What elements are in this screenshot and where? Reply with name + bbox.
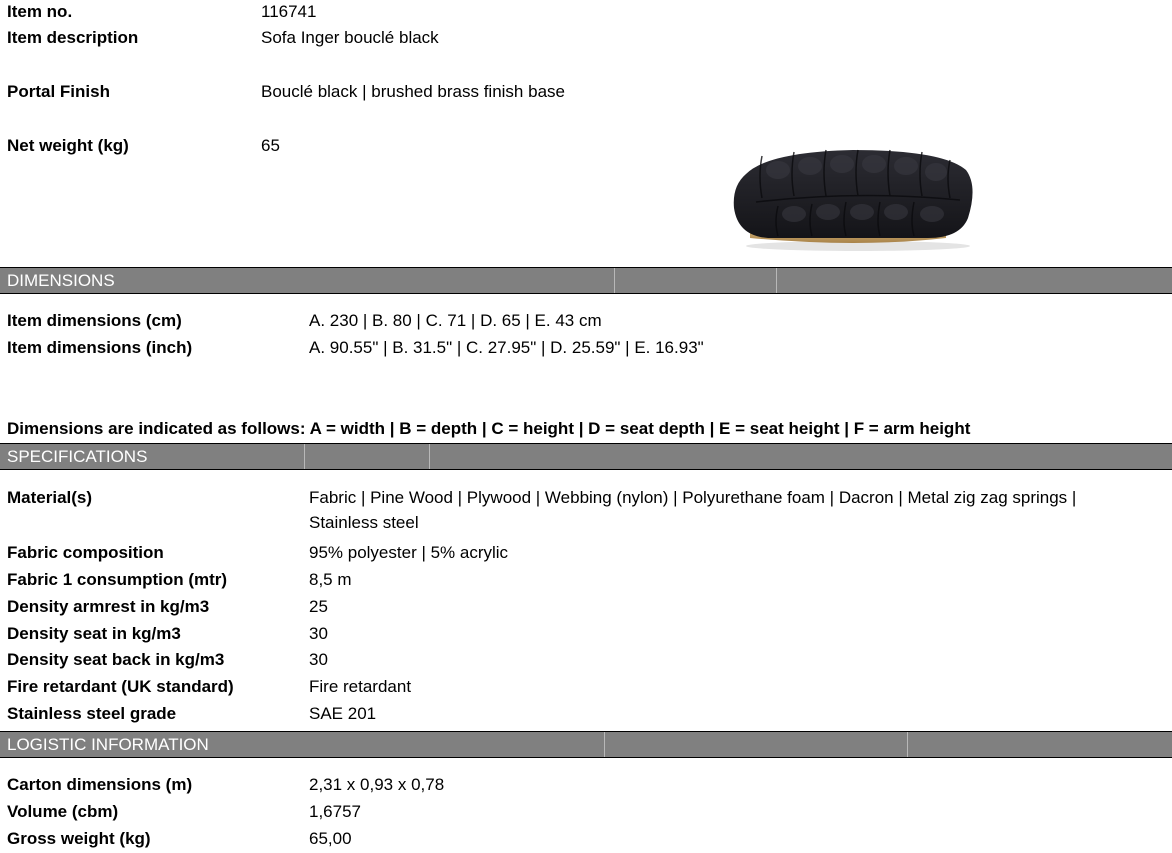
dimension-row-value: A. 230 | B. 80 | C. 71 | D. 65 | E. 43 cm [309, 311, 602, 330]
column-divider [429, 444, 430, 469]
logistics-row-label: Volume (cbm) [7, 802, 119, 821]
spec-row-value: 8,5 m [309, 570, 352, 589]
spec-row-value: 95% polyester | 5% acrylic [309, 543, 509, 562]
column-divider [604, 732, 605, 757]
logistics-section-header [0, 731, 1172, 758]
dimension-row-label: Item dimensions (cm) [7, 311, 182, 330]
logistics-row-label: Gross weight (kg) [7, 829, 151, 848]
column-divider [907, 732, 908, 757]
logistics-row-value: 65,00 [309, 829, 352, 848]
logistics-row-value: 1,6757 [309, 802, 361, 821]
dimensions-legend-note: Dimensions are indicated as follows: A = width | B = depth | C = height | D = seat depth | E = seat height | F = arm height [7, 419, 971, 438]
dimensions-section-title: DIMENSIONS [7, 271, 115, 290]
spec-row-value: 30 [309, 624, 328, 643]
logistics-section-title: LOGISTIC INFORMATION [7, 735, 209, 754]
materials-label: Material(s) [7, 488, 93, 507]
spec-row-label: Fabric 1 consumption (mtr) [7, 570, 228, 589]
spec-row-value: SAE 201 [309, 704, 377, 723]
column-divider [304, 444, 305, 469]
item-no-value: 116741 [261, 2, 317, 21]
materials-value-line-2: Stainless steel [309, 513, 419, 532]
spec-row-label: Density seat in kg/m3 [7, 624, 181, 643]
spec-row-label: Fabric composition [7, 543, 164, 562]
column-divider [614, 268, 615, 293]
dimension-row-label: Item dimensions (inch) [7, 338, 193, 357]
portal-finish-label: Portal Finish [7, 82, 110, 101]
net-weight-value: 65 [261, 136, 280, 155]
column-divider [776, 268, 777, 293]
spec-row-value: Fire retardant [309, 677, 412, 696]
spec-row-value: 25 [309, 597, 328, 616]
spec-row-label: Stainless steel grade [7, 704, 177, 723]
item-description-value: Sofa Inger bouclé black [261, 28, 439, 47]
spec-row-label: Density seat back in kg/m3 [7, 650, 225, 669]
specifications-section-header [0, 443, 1172, 470]
spec-row-label: Fire retardant (UK standard) [7, 677, 234, 696]
specifications-section-title: SPECIFICATIONS [7, 447, 148, 466]
materials-value-line-1: Fabric | Pine Wood | Plywood | Webbing (nylon) | Polyurethane foam | Dacron | Metal zig zag springs | [309, 488, 1077, 507]
dimension-row-value: A. 90.55" | B. 31.5" | C. 27.95" | D. 25.59" | E. 16.93" [309, 338, 704, 357]
dimensions-section-header [0, 267, 1172, 294]
portal-finish-value: Bouclé black | brushed brass finish base [261, 82, 565, 101]
logistics-row-label: Carton dimensions (m) [7, 775, 193, 794]
sofa-product-image [728, 146, 978, 254]
spec-row-label: Density armrest in kg/m3 [7, 597, 210, 616]
logistics-row-value: 2,31 x 0,93 x 0,78 [309, 775, 445, 794]
item-no-label: Item no. [7, 2, 73, 21]
spec-row-value: 30 [309, 650, 328, 669]
net-weight-label: Net weight (kg) [7, 136, 129, 155]
item-description-label: Item description [7, 28, 139, 47]
